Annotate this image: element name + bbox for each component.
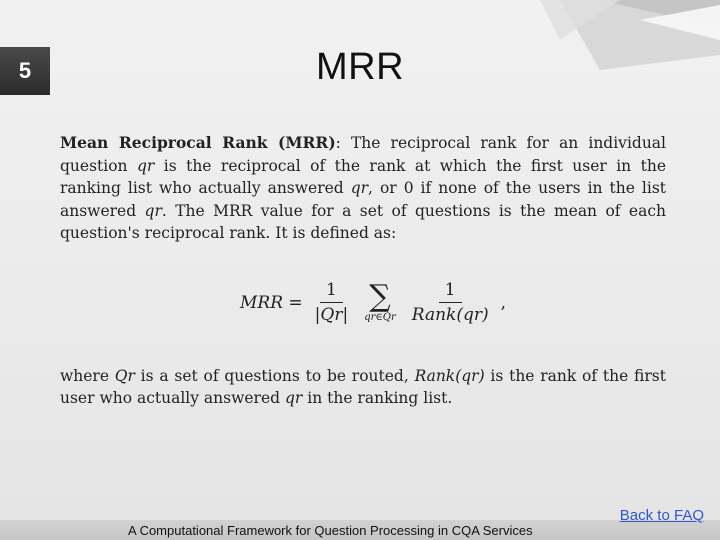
math-q-r: qr (350, 179, 369, 197)
summation (364, 279, 396, 323)
definition-paragraph (60, 132, 666, 245)
slide-content (60, 132, 666, 410)
definition-text-1: : The reciprocal rank for an individual question (60, 134, 666, 175)
back-to-faq-link[interactable]: Back to FAQ (619, 507, 704, 524)
formula-trailing: , (500, 292, 507, 313)
formula-lhs: MRR = (240, 292, 303, 313)
math-rank-q-r: Rank(qr) (414, 366, 485, 385)
mrr-formula (240, 265, 666, 341)
formula-fraction-2 (406, 280, 495, 325)
fraction-1-denominator: |Qr| (314, 305, 349, 325)
slide-title: MRR (315, 46, 405, 88)
slide-number-badge (0, 47, 50, 95)
math-q-r: qr (136, 156, 155, 175)
sum-symbol: ∑ (369, 279, 391, 314)
fraction-2-numerator: 1 (439, 280, 462, 303)
where-paragraph (60, 365, 666, 410)
formula-fraction-1 (309, 280, 355, 325)
definition-text-3: , or 0 if none of the users in the list answered (60, 179, 667, 220)
slide-number: 5 (18, 58, 32, 83)
fraction-1-numerator: 1 (320, 280, 343, 303)
sum-subscript: qr∈Qr (364, 312, 396, 323)
math-Q-r: Qr (114, 366, 135, 385)
where-text-3: is the rank of the first user who actually answered (60, 366, 666, 407)
fraction-2-denominator: Rank(qr) (411, 305, 489, 325)
where-text-2: is a set of questions to be routed, (134, 366, 415, 385)
where-text-4: in the ranking list. (302, 389, 453, 407)
footer-title: A Computational Framework for Question Processing in CQA Services (128, 523, 533, 538)
where-text-1: where (60, 366, 115, 385)
math-q-r: qr (284, 389, 303, 407)
math-q-r: qr (144, 201, 162, 220)
definition-text-2: is the reciprocal of the rank at which the first user in the ranking list who actually answered (60, 156, 666, 197)
term-bold: Mean Reciprocal Rank (MRR) (60, 133, 336, 152)
definition-text-4: . The MRR value for a set of questions is the mean of each question's reciprocal rank. It is defined as: (60, 201, 666, 242)
